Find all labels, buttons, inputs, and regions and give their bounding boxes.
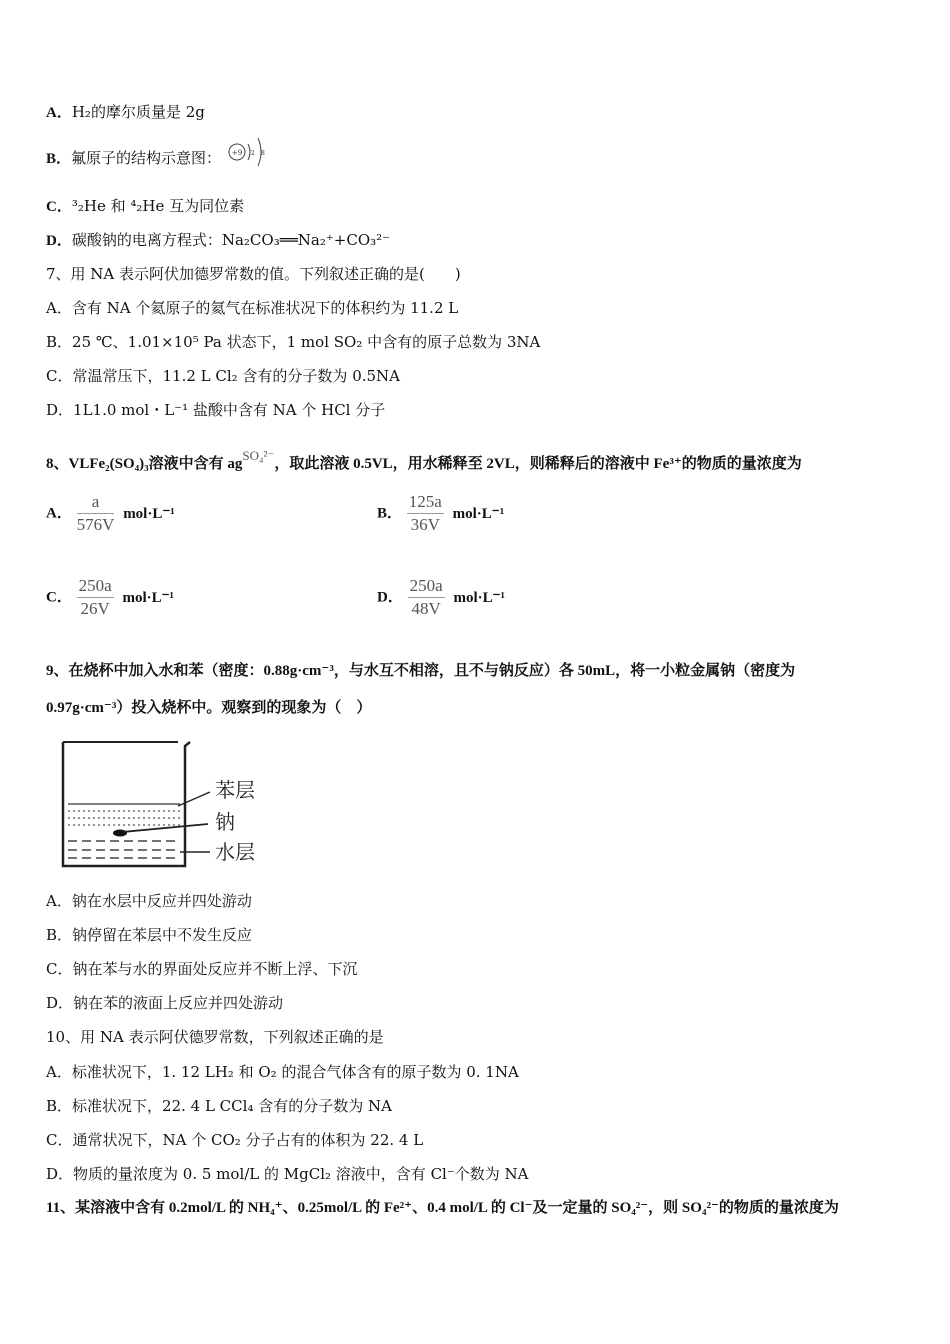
q9-option-b: B．钠停留在苯层中不发生反应 (46, 926, 253, 944)
atom-shell2-label: 8 (260, 150, 265, 157)
q6-option-a: A．H₂的摩尔质量是 2g (46, 103, 205, 121)
q10-stem: 10、用 NA 表示阿伏德罗常数，下列叙述正确的是 (46, 1028, 384, 1046)
q10-option-d: D．物质的量浓度为 0. 5 mol/L 的 MgCl₂ 溶液中，含有 Cl⁻个数为 NA (46, 1165, 529, 1183)
fluorine-atom-diagram (226, 134, 270, 170)
q10-option-a: A．标准状况下，1. 12 LH₂ 和 O₂ 的混合气体含有的原子数为 0. 1NA (46, 1063, 519, 1081)
sodium-particle (113, 830, 127, 837)
q11-stem: 11、某溶液中含有 0.2mol/L 的 NH₄⁺、0.25mol/L 的 Fe²⁺、0.4 mol/L 的 Cl⁻及一定量的 SO₄²⁻，则 SO₄²⁻的物质的量浓度为 (46, 1200, 839, 1216)
q7-option-b: B．25 ℃、1.01×10⁵ Pa 状态下，1 mol SO₂ 中含有的原子总数为 3NA (46, 333, 541, 351)
q9-stem-line2: 0.97g·cm⁻³）投入烧杯中。观察到的现象为（ ） (46, 700, 372, 716)
q9-option-c: C．钠在苯与水的界面处反应并不断上浮、下沉 (46, 960, 358, 978)
q6-option-c: C．³₂He 和 ⁴₂He 互为同位素 (46, 197, 245, 215)
fraction: $\frac{a}{576V}$ (76, 492, 115, 534)
beaker-diagram (60, 740, 275, 870)
q8-stem: 8、VLFe₂(SO₄)₃溶液中含有 agSO₄²⁻，取此溶液 0.5VL，用水稀释至 2VL，则稀释后的溶液中 Fe³⁺的物质的量浓度为 (46, 448, 802, 472)
q7-option-c: C．常温常压下，11.2 L Cl₂ 含有的分子数为 0.5NA (46, 367, 401, 385)
q8-option-a: A． $\frac{a}{576V}$ mol·L⁻¹ (46, 492, 175, 534)
q7-option-d: D．1L1.0 mol・L⁻¹ 盐酸中含有 NA 个 HCl 分子 (46, 401, 386, 419)
label-water-layer: 水层 (215, 840, 255, 864)
q6-option-c-text: ³₂He 和 ⁴₂He 互为同位素 (71, 197, 245, 215)
label-benzene-layer: 苯层 (215, 778, 255, 802)
q9-option-a: A．钠在水层中反应并四处游动 (46, 892, 252, 910)
fraction: $\frac{250a}{48V}$ (409, 576, 443, 618)
q7-option-a: A．含有 NA 个氦原子的氦气在标准状况下的体积约为 11.2 L (46, 299, 459, 317)
q10-option-b: B．标准状况下，22. 4 L CCl₄ 含有的分子数为 NA (46, 1097, 392, 1115)
q6-option-b-text: 氟原子的结构示意图： (71, 149, 222, 167)
q8-option-b: B． $\frac{125a}{36V}$ mol·L⁻¹ (377, 492, 505, 534)
sulfate-ion: SO₄²⁻ (242, 448, 275, 463)
label-sodium: 钠 (215, 810, 235, 834)
q6-option-a-text: H₂的摩尔质量是 2g (71, 103, 205, 121)
q10-option-c: C．通常状况下，NA 个 CO₂ 分子占有的体积为 22. 4 L (46, 1131, 424, 1149)
q6-option-b: B．氟原子的结构示意图： +9 2 8 (46, 148, 270, 170)
q6-option-d: D．碳酸钠的电离方程式：Na₂CO₃══Na₂⁺+CO₃²⁻ (46, 231, 391, 249)
q8-option-d: D． $\frac{250a}{48V}$ mol·L⁻¹ (377, 576, 506, 618)
atom-shell1-label: 2 (250, 150, 255, 157)
q6-option-d-text: 碳酸钠的电离方程式：Na₂CO₃══Na₂⁺+CO₃²⁻ (71, 231, 391, 249)
q8-option-c: C． $\frac{250a}{26V}$ mol·L⁻¹ (46, 576, 175, 618)
q9-stem-line1: 9、在烧杯中加入水和苯（密度：0.88g·cm⁻³，与水互不相溶，且不与钠反应）各 50mL，将一小粒金属钠（密度为 (46, 663, 796, 679)
fraction: $\frac{250a}{26V}$ (78, 576, 112, 618)
fraction: $\frac{125a}{36V}$ (408, 492, 442, 534)
q9-option-d: D．钠在苯的液面上反应并四处游动 (46, 994, 284, 1012)
atom-nucleus-label: +9 (231, 149, 242, 157)
q7-stem: 7、用 NA 表示阿伏加德罗常数的值。下列叙述正确的是( ) (46, 265, 461, 283)
